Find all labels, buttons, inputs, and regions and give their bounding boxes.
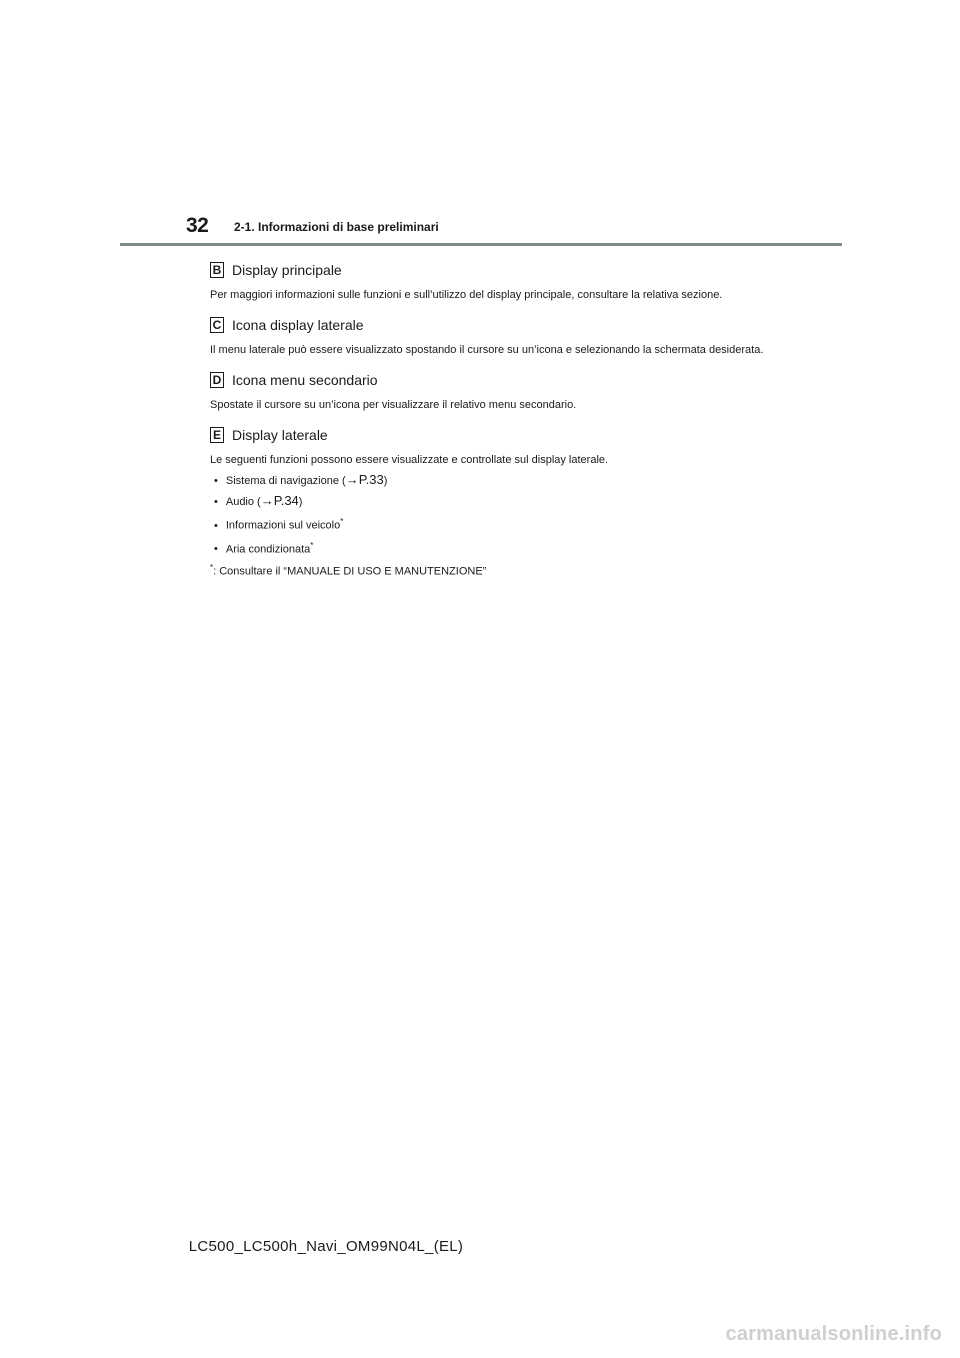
section-title: 2-1. Informazioni di base preliminari <box>234 220 439 234</box>
heading-icona-display-laterale: Icona display laterale <box>232 317 364 333</box>
bullet-dot-icon: • <box>214 519 218 532</box>
block-d <box>210 370 770 415</box>
page-footer <box>0 1238 960 1255</box>
footnote-marker: * <box>340 517 344 526</box>
label-box-c: C <box>210 317 224 333</box>
block-heading <box>210 260 770 280</box>
body-icona-menu-secondario: Spostate il cursore su un’icona per visualizzare il relativo menu secondario. <box>210 399 577 411</box>
label-box-e: E <box>210 427 224 443</box>
block-b <box>210 260 770 305</box>
footnote-text: : Consultare il “MANUALE DI USO E MANUTENZIONE” <box>213 565 487 578</box>
list-item: • Informazioni sul veicolo* <box>214 517 344 532</box>
header-rule <box>120 243 842 246</box>
block-e <box>210 425 770 578</box>
block-heading <box>210 425 770 445</box>
block-heading <box>210 370 770 390</box>
label-box-b: B <box>210 262 224 278</box>
footnote-mark: * <box>210 563 214 573</box>
list-item: • Sistema di navigazione (→P.33) <box>214 472 388 487</box>
list-item: • Audio (→P.34) <box>214 493 303 508</box>
footnote-marker: * <box>310 540 314 550</box>
list-item: • Aria condizionata* <box>214 540 314 556</box>
page-reference-link[interactable]: →P.34 <box>260 493 299 508</box>
watermark: carmanualsonline.info <box>725 1323 942 1345</box>
body-icona-display-laterale: Il menu laterale può essere visualizzato spostando il cursore su un’icona e selezionando la schermata desiderata. <box>210 344 764 356</box>
body-display-principale: Per maggiori informazioni sulle funzioni e sull’utilizzo del display principale, consultare la relativa sezione. <box>210 289 723 301</box>
function-list <box>210 470 770 559</box>
manual-code: LC500_LC500h_Navi_OM99N04L_(EL) <box>188 1238 464 1255</box>
page-header <box>0 0 960 260</box>
page-reference-link[interactable]: →P.33 <box>345 472 384 487</box>
block-heading <box>210 315 770 335</box>
heading-display-laterale: Display laterale <box>232 427 328 443</box>
body-display-laterale: Le seguenti funzioni possono essere visualizzate e controllate sul display laterale. <box>210 454 609 466</box>
main-content <box>210 260 770 588</box>
block-c <box>210 315 770 360</box>
label-box-d: D <box>210 372 224 388</box>
heading-icona-menu-secondario: Icona menu secondario <box>232 372 378 388</box>
bullet-dot-icon: • <box>214 496 218 508</box>
bullet-dot-icon: • <box>214 543 218 556</box>
bullet-dot-icon: • <box>214 475 218 487</box>
heading-display-principale: Display principale <box>232 262 342 278</box>
page-number: 32 <box>186 214 209 237</box>
footnote <box>210 563 770 578</box>
